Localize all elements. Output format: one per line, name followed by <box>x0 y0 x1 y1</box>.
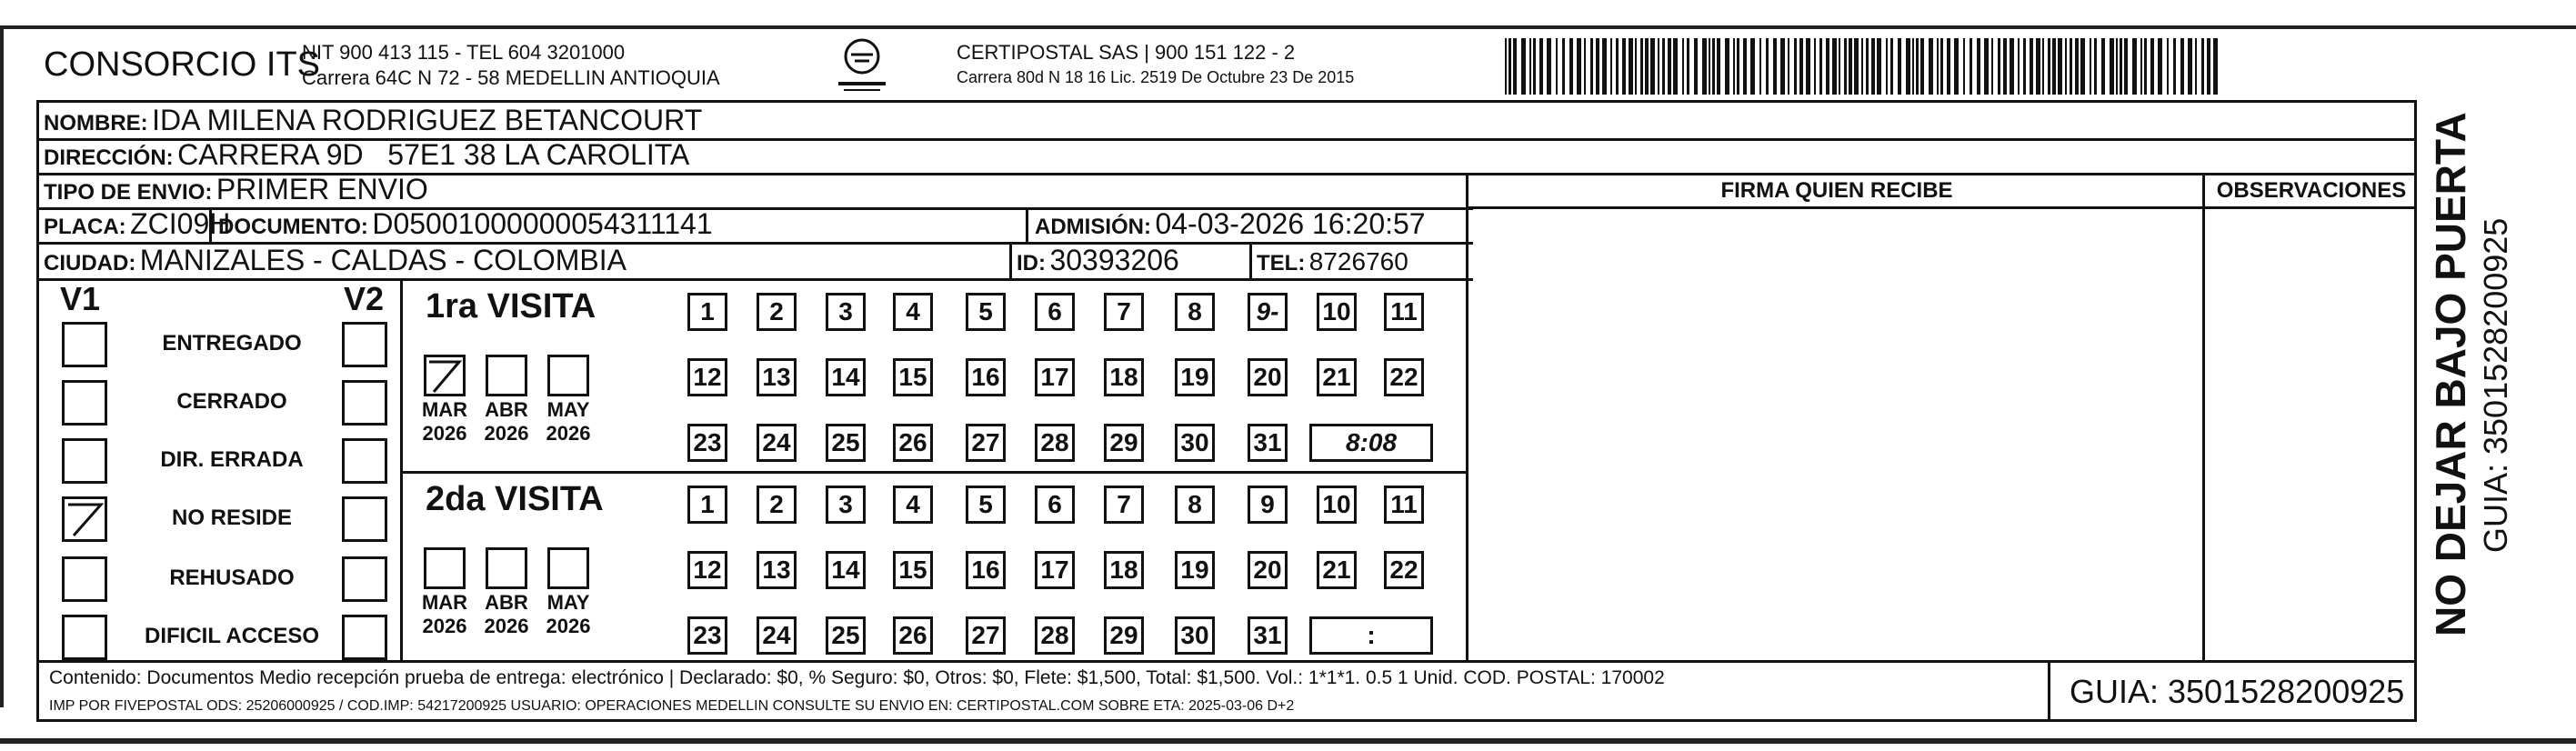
tel-label: TEL: <box>1257 251 1306 275</box>
visit-1-day-30[interactable]: 30 <box>1175 424 1215 462</box>
admision-field <box>1035 207 1426 241</box>
placa-field <box>44 207 230 241</box>
v2-checkbox-1[interactable] <box>342 322 387 367</box>
tipo-envio-label: TIPO DE ENVIO: <box>44 180 213 205</box>
firma-header: FIRMA QUIEN RECIBE <box>1720 178 1953 203</box>
v2-checkbox-2[interactable] <box>342 380 387 426</box>
visit-1-day-1[interactable]: 1 <box>687 293 727 331</box>
certipostal-address: Carrera 80d N 18 16 Lic. 2519 De Octubre 23 De 2015 <box>957 68 1355 86</box>
visit-1-day-19[interactable]: 19 <box>1175 358 1215 396</box>
visit-2-day-2[interactable]: 2 <box>757 486 797 524</box>
visit-1-day-18[interactable]: 18 <box>1104 358 1144 396</box>
visit-1-day-15[interactable]: 15 <box>893 358 933 396</box>
visit-1-month-label-1: MAR 2026 <box>421 398 468 445</box>
visit-2-day-24[interactable]: 24 <box>757 616 797 655</box>
visit-2-day-15[interactable]: 15 <box>893 551 933 589</box>
visit-2-month-label-1: MAR 2026 <box>421 591 468 637</box>
direccion-label: DIRECCIÓN: <box>44 145 174 170</box>
visit-2-day-18[interactable]: 18 <box>1104 551 1144 589</box>
visit-2-day-14[interactable]: 14 <box>826 551 866 589</box>
visit-1-day-29[interactable]: 29 <box>1104 424 1144 462</box>
visit-2-day-17[interactable]: 17 <box>1035 551 1075 589</box>
v2-checkbox-4[interactable] <box>342 496 387 542</box>
visit-1-month-checkbox-1[interactable] <box>424 355 466 396</box>
visit-2-day-3[interactable]: 3 <box>826 486 866 524</box>
visit-1-month-checkbox-2[interactable] <box>486 355 527 396</box>
v1-checkbox-3[interactable] <box>62 438 107 484</box>
v2-checkbox-5[interactable] <box>342 556 387 602</box>
nombre-value: IDA MILENA RODRIGUEZ BETANCOURT <box>152 104 703 136</box>
placa-value: ZCI09H <box>130 207 231 240</box>
documento-value: D05001000000054311141 <box>372 207 713 240</box>
visit-1-day-8[interactable]: 8 <box>1175 293 1215 331</box>
visit-2-day-31[interactable]: 31 <box>1248 616 1288 655</box>
visit-1-day-28[interactable]: 28 <box>1035 424 1075 462</box>
visit-2-day-21[interactable]: 21 <box>1317 551 1357 589</box>
bottom-border <box>0 738 2576 744</box>
visit-1-day-20[interactable]: 20 <box>1248 358 1288 396</box>
status-label-5: REHUSADO <box>169 566 295 590</box>
visit-1-day-12[interactable]: 12 <box>687 358 727 396</box>
visit-2-day-29[interactable]: 29 <box>1104 616 1144 655</box>
visit-1-day-14[interactable]: 14 <box>826 358 866 396</box>
visit-2-day-22[interactable]: 22 <box>1384 551 1424 589</box>
visit-2-day-26[interactable]: 26 <box>893 616 933 655</box>
v1-header: V1 <box>60 280 101 317</box>
visit-1-day-24[interactable]: 24 <box>757 424 797 462</box>
visit-2-day-1[interactable]: 1 <box>687 486 727 524</box>
visit-1-day-22[interactable]: 22 <box>1384 358 1424 396</box>
tel-field <box>1257 247 1408 276</box>
visit-2-day-10[interactable]: 10 <box>1317 486 1357 524</box>
visit-1-day-17[interactable]: 17 <box>1035 358 1075 396</box>
visit-2-time-box[interactable]: : <box>1309 616 1433 655</box>
visit-1-day-2[interactable]: 2 <box>757 293 797 331</box>
visit-1-day-9[interactable]: 9- <box>1248 293 1288 331</box>
id-field <box>1017 244 1179 277</box>
company-address: Carrera 64C N 72 - 58 MEDELLIN ANTIOQUIA <box>302 66 720 89</box>
tipo-envio-row <box>44 173 428 206</box>
visit-2-month-checkbox-2[interactable] <box>486 547 527 589</box>
visit-2-day-7[interactable]: 7 <box>1104 486 1144 524</box>
top-border <box>0 25 2576 29</box>
tel-value: 8726760 <box>1308 247 1408 275</box>
ciudad-field <box>44 244 626 277</box>
visit-2-day-13[interactable]: 13 <box>757 551 797 589</box>
v2-header: V2 <box>344 280 385 317</box>
visit-1-day-31[interactable]: 31 <box>1248 424 1288 462</box>
visit-1-day-6[interactable]: 6 <box>1035 293 1075 331</box>
company-name: CONSORCIO ITS <box>44 45 321 84</box>
status-label-1: ENTREGADO <box>162 331 302 355</box>
left-border <box>0 25 4 707</box>
v2-checkbox-3[interactable] <box>342 438 387 484</box>
visit-1-time-box[interactable]: 8:08 <box>1309 424 1433 462</box>
visit-2-month-checkbox-3[interactable] <box>547 547 589 589</box>
visit-2-month-checkbox-1[interactable] <box>424 547 466 589</box>
direccion-value: CARRERA 9D 57E1 38 LA CAROLITA <box>177 138 690 171</box>
v1-checkbox-6[interactable] <box>62 615 107 660</box>
barcode <box>1505 38 2223 95</box>
visit-2-day-27[interactable]: 27 <box>966 616 1006 655</box>
visit-2-day-16[interactable]: 16 <box>966 551 1006 589</box>
visit-2-day-30[interactable]: 30 <box>1175 616 1215 655</box>
documento-field <box>218 207 713 241</box>
footer-contenido: Contenido: Documentos Medio recepción prueba de entrega: electrónico | Declarado: $0, % Seguro: $0, Otros: $0, Flete: $1,500, Total: $1,500. Vol.: 1*1*1. 0.5 1 Unid. COD. POSTAL: 170002 <box>49 667 1665 688</box>
visit-1-day-27[interactable]: 27 <box>966 424 1006 462</box>
visit-1-month-checkbox-3[interactable] <box>547 355 589 396</box>
visit-1-month-label-2: ABR 2026 <box>484 398 529 445</box>
v1-checkbox-1[interactable] <box>62 322 107 367</box>
placa-label: PLACA: <box>44 215 126 239</box>
v1-checkbox-5[interactable] <box>62 556 107 602</box>
visit-2-day-4[interactable]: 4 <box>893 486 933 524</box>
visit-1-day-23[interactable]: 23 <box>687 424 727 462</box>
nit-line: NIT 900 413 115 - TEL 604 3201000 <box>302 41 626 64</box>
visit-1-day-21[interactable]: 21 <box>1317 358 1357 396</box>
footer-imp: IMP POR FIVEPOSTAL ODS: 25206000925 / COD.IMP: 54217200925 USUARIO: OPERACIONES MEDELLIN CONSULTE SU ENVIO EN: CERTIPOSTAL.COM SOBRE ETA: 2025-03-06 D+2 <box>49 698 1295 714</box>
visit-1-day-25[interactable]: 25 <box>826 424 866 462</box>
visit-2-day-12[interactable]: 12 <box>687 551 727 589</box>
visit-1-day-4[interactable]: 4 <box>893 293 933 331</box>
certipostal-logo <box>835 36 889 96</box>
visit-2-day-25[interactable]: 25 <box>826 616 866 655</box>
visit-1-day-13[interactable]: 13 <box>757 358 797 396</box>
observaciones-header: OBSERVACIONES <box>2216 178 2407 203</box>
status-label-3: DIR. ERRADA <box>160 447 304 472</box>
admision-label: ADMISIÓN: <box>1035 215 1151 239</box>
visit-1-day-16[interactable]: 16 <box>966 358 1006 396</box>
visit-2-month-label-3: MAY 2026 <box>546 591 591 637</box>
v2-checkbox-6[interactable] <box>342 615 387 660</box>
visit-2-day-9[interactable]: 9 <box>1248 486 1288 524</box>
certipostal-line: CERTIPOSTAL SAS | 900 151 122 - 2 <box>957 41 1296 64</box>
nombre-row <box>44 104 702 137</box>
status-label-6: DIFICIL ACCESO <box>144 624 319 648</box>
visit-2-day-19[interactable]: 19 <box>1175 551 1215 589</box>
side-guia: GUIA: 3501528200925 <box>2477 217 2514 553</box>
visit-1-day-10[interactable]: 10 <box>1317 293 1357 331</box>
v1-checkbox-4[interactable] <box>62 496 107 542</box>
status-label-4: NO RESIDE <box>171 506 293 530</box>
nombre-label: NOMBRE: <box>44 111 148 135</box>
visit-1-day-26[interactable]: 26 <box>893 424 933 462</box>
tipo-envio-value: PRIMER ENVIO <box>216 173 428 205</box>
visit-1-day-5[interactable]: 5 <box>966 293 1006 331</box>
status-label-2: CERRADO <box>176 389 287 414</box>
visit-2-day-28[interactable]: 28 <box>1035 616 1075 655</box>
documento-label: DOCUMENTO: <box>218 215 368 239</box>
visit-1-day-3[interactable]: 3 <box>826 293 866 331</box>
id-value: 30393206 <box>1049 244 1179 276</box>
ciudad-label: CIUDAD: <box>44 251 136 275</box>
visit-2-day-11[interactable]: 11 <box>1384 486 1424 524</box>
footer-guia: GUIA: 3501528200925 <box>2070 673 2405 710</box>
ciudad-value: MANIZALES - CALDAS - COLOMBIA <box>139 244 626 276</box>
visit-2-day-6[interactable]: 6 <box>1035 486 1075 524</box>
visit-1-day-7[interactable]: 7 <box>1104 293 1144 331</box>
visit-2-day-5[interactable]: 5 <box>966 486 1006 524</box>
direccion-row <box>44 138 689 172</box>
visit-2-month-label-2: ABR 2026 <box>484 591 529 637</box>
visit-title-2: 2da VISITA <box>426 480 604 518</box>
visit-2-day-23[interactable]: 23 <box>687 616 727 655</box>
v1-checkbox-2[interactable] <box>62 380 107 426</box>
visit-2-day-20[interactable]: 20 <box>1248 551 1288 589</box>
visit-1-month-label-3: MAY 2026 <box>546 398 591 445</box>
id-label: ID: <box>1017 251 1046 275</box>
visit-1-day-11[interactable]: 11 <box>1384 293 1424 331</box>
visit-title-1: 1ra VISITA <box>426 287 596 325</box>
side-warning: NO DEJAR BAJO PUERTA <box>2427 112 2474 636</box>
admision-value: 04-03-2026 16:20:57 <box>1155 207 1426 240</box>
visit-2-day-8[interactable]: 8 <box>1175 486 1215 524</box>
